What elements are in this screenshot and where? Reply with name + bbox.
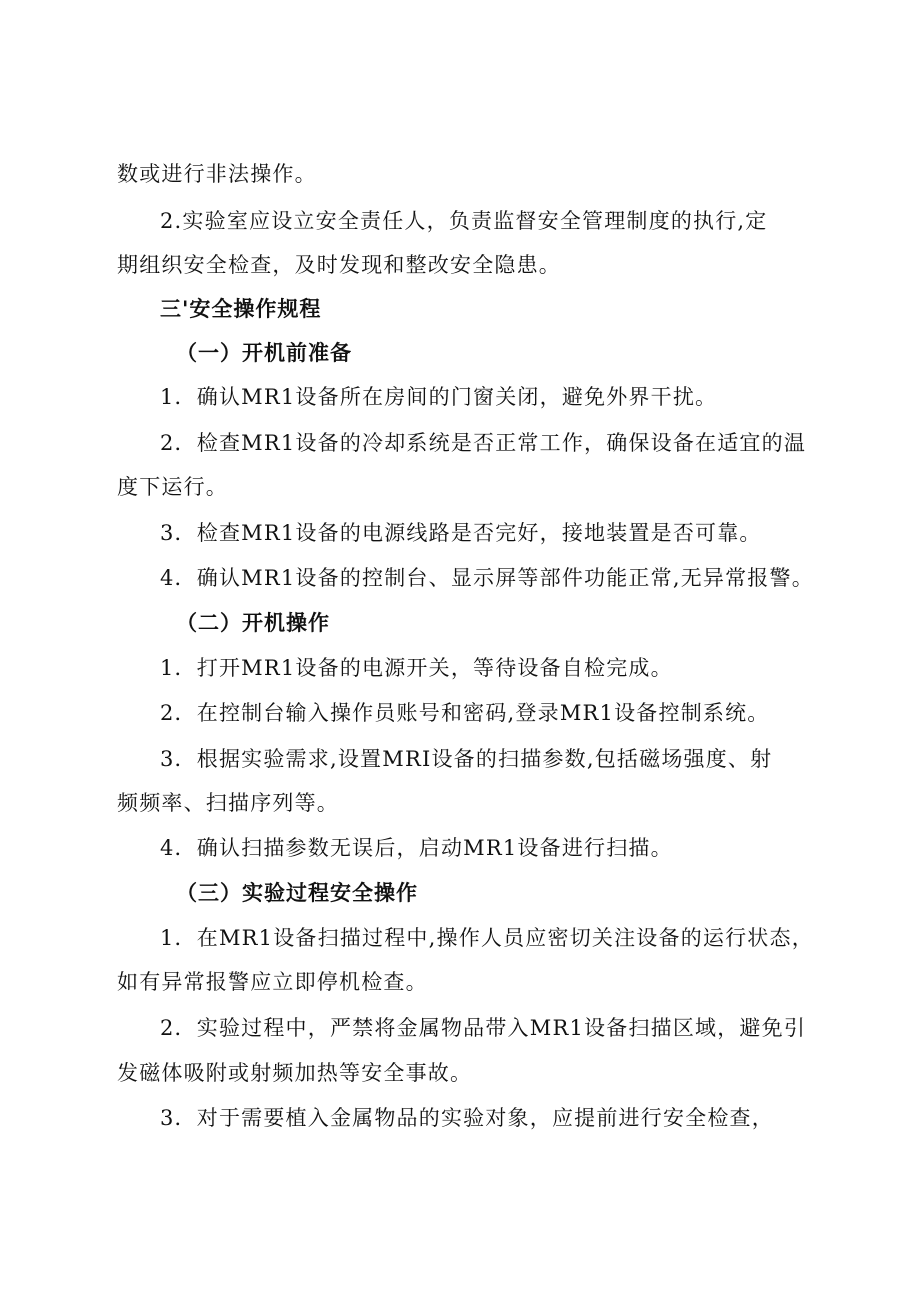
paragraph-line: 数或进行非法操作。 [117,162,317,186]
list-item: 2．检查MR1设备的冷却系统是否正常工作，确保设备在适宜的温 [160,431,807,455]
subsection-heading: （一）开机前准备 [176,341,352,365]
paragraph-line: 度下运行。 [117,475,228,499]
paragraph-line: 期组织安全检查，及时发现和整改安全隐患。 [117,253,561,277]
list-item: 3．对于需要植入金属物品的实验对象，应提前进行安全检查， [160,1106,774,1130]
section-heading: 三'安全操作规程 [160,297,322,321]
list-item: 2．在控制台输入操作员账号和密码,登录MR1设备控制系统。 [160,701,770,725]
paragraph-line: 如有异常报警应立即停机检查。 [117,970,428,994]
list-item: 3．检查MR1设备的电源线路是否完好，接地装置是否可靠。 [160,521,762,545]
list-item: 3．根据实验需求,设置MRI设备的扫描参数,包括磁场强度、射 [160,747,773,771]
paragraph-line: 频频率、扫描序列等。 [117,791,339,815]
list-item: 1．确认MR1设备所在房间的门窗关闭，避免外界干扰。 [160,385,718,409]
subsection-heading: （二）开机操作 [176,611,330,635]
subsection-heading: （三）实验过程安全操作 [176,881,418,905]
list-item: 1．打开MR1设备的电源开关，等待设备自检完成。 [160,656,673,680]
list-item: 4．确认扫描参数无误后，启动MR1设备进行扫描。 [160,836,673,860]
list-item: 4．确认MR1设备的控制台、显示屏等部件功能正常,无异常报警。 [160,566,814,590]
list-item: 1．在MR1设备扫描过程中,操作人员应密切关注设备的运行状态， [160,926,814,950]
paragraph-line: 发磁体吸附或射频加热等安全事故。 [117,1061,473,1085]
paragraph-line: 2.实验室应设立安全责任人，负责监督安全管理制度的执行,定 [160,209,768,233]
list-item: 2．实验过程中，严禁将金属物品带入MR1设备扫描区域，避免引 [160,1016,807,1040]
